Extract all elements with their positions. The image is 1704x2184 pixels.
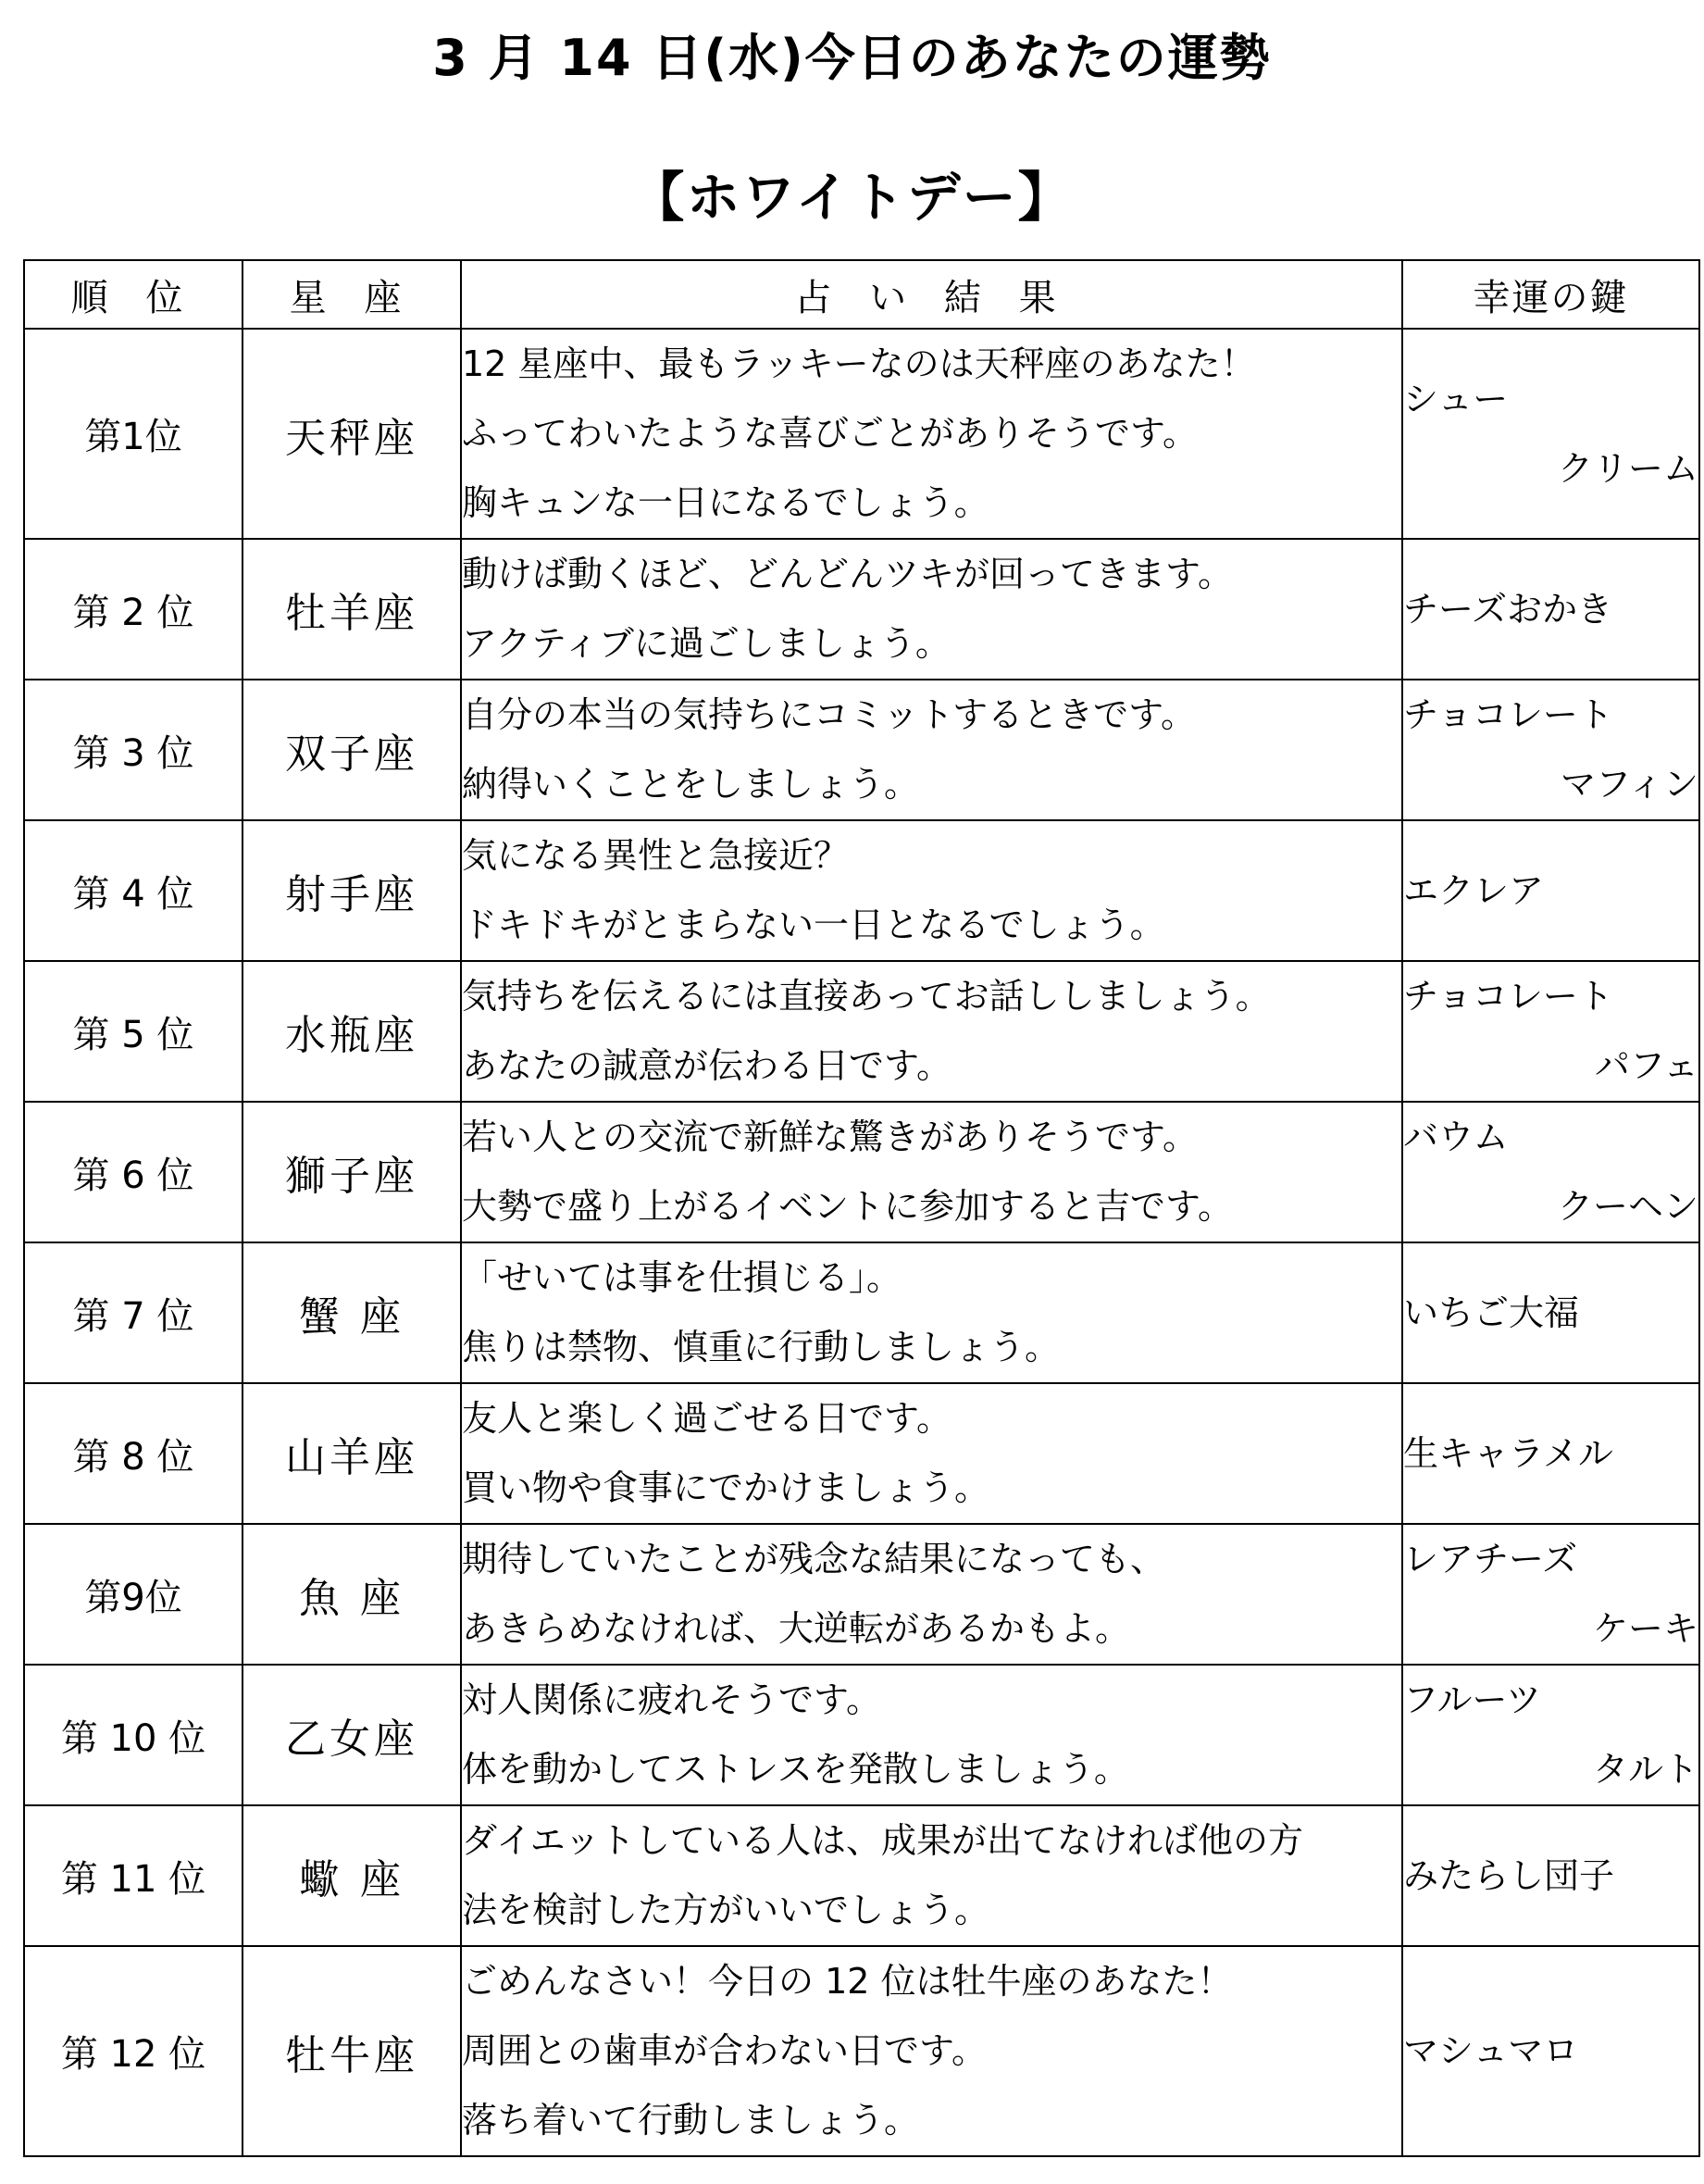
page-subtitle: 【ホワイトデー】 (630, 166, 1074, 229)
lucky-key-cell (1402, 961, 1699, 1102)
rank-cell: 第 10 位 (24, 1665, 243, 1805)
fortune-text-line: 落ち着いて行動しましょう。 (462, 2100, 920, 2140)
fortune-table (23, 259, 1700, 2157)
fortune-text-line: 自分の本当の気持ちにコミットするときです。 (462, 694, 1197, 735)
table-row (24, 1665, 1699, 1805)
lucky-key-line-1: フルーツ (1403, 1679, 1541, 1720)
zodiac-sign-cell: 乙女座 (243, 1665, 461, 1805)
table-body (24, 329, 1699, 2156)
lucky-key-cell (1402, 1383, 1699, 1524)
fortune-result-cell (461, 1946, 1402, 2156)
fortune-text-line: 納得いくことをしましょう。 (462, 764, 920, 805)
fortune-text-line: 対人関係に疲れそうです。 (462, 1679, 881, 1720)
fortune-text-line: ごめんなさい！今日の 12 位は牡牛座のあなた！ (462, 1961, 1233, 2002)
lucky-key-line-1: マシュマロ (1403, 2030, 1579, 2071)
table-row (24, 329, 1699, 539)
lucky-key-line-1: いちご大福 (1403, 1292, 1580, 1333)
fortune-text-line: 気持ちを伝えるには直接あってお話ししましょう。 (462, 976, 1271, 1017)
lucky-key-cell (1402, 539, 1699, 680)
fortune-text-line: 若い人との交流で新鮮な驚きがありそうです。 (462, 1117, 1198, 1157)
lucky-key-line-1: エクレア (1403, 869, 1545, 911)
header-result: 占 い 結 果 (461, 260, 1402, 329)
lucky-key-line-1: チョコレート (1403, 976, 1613, 1017)
header-sign: 星 座 (243, 260, 461, 329)
fortune-result-cell (461, 1383, 1402, 1524)
lucky-key-line-2: クリーム (1557, 447, 1698, 489)
rank-cell: 第9位 (24, 1524, 243, 1665)
fortune-text-line: 体を動かしてストレスを発散しましょう。 (462, 1749, 1129, 1790)
fortune-result-cell (461, 680, 1402, 820)
fortune-text-line: ドキドキがとまらない一日となるでしょう。 (462, 905, 1165, 945)
fortune-text-line: ダイエットしている人は、成果が出てなければ他の方 (462, 1820, 1303, 1861)
fortune-result-cell (461, 1242, 1402, 1383)
lucky-key-cell (1402, 1665, 1699, 1805)
fortune-text-line: ふってわいたような喜びごとがありそうです。 (462, 413, 1198, 454)
lucky-key-line-1: バウム (1403, 1117, 1509, 1157)
lucky-key-cell (1402, 329, 1699, 539)
zodiac-sign-cell: 牡牛座 (243, 1946, 461, 2156)
zodiac-sign-cell: 水瓶座 (243, 961, 461, 1102)
fortune-text-line: 焦りは禁物、慎重に行動しましょう。 (462, 1327, 1061, 1367)
zodiac-sign-cell: 天秤座 (243, 329, 461, 539)
lucky-key-line-1: チョコレート (1403, 694, 1613, 735)
fortune-text-line: 法を検討した方がいいでしょう。 (462, 1890, 990, 1930)
zodiac-sign-cell: 蠍 座 (243, 1805, 461, 1946)
page-title: 3 月 14 日(水)今日のあなたの運勢 (432, 29, 1272, 87)
lucky-key-line-1: 生キャラメル (1403, 1432, 1613, 1474)
fortune-text-line: アクティブに過ごしましょう。 (462, 623, 951, 664)
table-row (24, 1524, 1699, 1665)
fortune-result-cell (461, 1524, 1402, 1665)
zodiac-sign-cell: 双子座 (243, 680, 461, 820)
table-header-row (24, 260, 1699, 329)
lucky-key-line-1: レアチーズ (1403, 1539, 1578, 1579)
fortune-text-line: 大勢で盛り上がるイベントに参加すると吉です。 (462, 1186, 1233, 1227)
zodiac-sign-cell: 射手座 (243, 820, 461, 961)
rank-cell: 第1位 (24, 329, 243, 539)
lucky-key-line-1: シュー (1403, 378, 1509, 419)
zodiac-sign-cell: 魚 座 (243, 1524, 461, 1665)
lucky-key-line-2: マフィン (1561, 764, 1698, 805)
table-row (24, 1805, 1699, 1946)
rank-cell: 第 8 位 (24, 1383, 243, 1524)
fortune-text-line: 動けば動くほど、どんどんツキが回ってきます。 (462, 554, 1233, 594)
zodiac-sign-cell: 獅子座 (243, 1102, 461, 1242)
lucky-key-cell (1402, 680, 1699, 820)
lucky-key-line-2: クーヘン (1557, 1186, 1698, 1227)
lucky-key-cell (1402, 1102, 1699, 1242)
table-row (24, 1242, 1699, 1383)
lucky-key-cell (1402, 1524, 1699, 1665)
fortune-text-line: あきらめなければ、大逆転があるかもよ。 (462, 1608, 1131, 1649)
table-row (24, 1102, 1699, 1242)
lucky-key-line-2: パフェ (1594, 1045, 1698, 1086)
table-row (24, 680, 1699, 820)
rank-cell: 第 11 位 (24, 1805, 243, 1946)
fortune-text-line: 12 星座中、最もラッキーなのは天秤座のあなた！ (462, 343, 1256, 384)
lucky-key-line-1: チーズおかき (1403, 588, 1613, 630)
rank-cell: 第 2 位 (24, 539, 243, 680)
zodiac-sign-cell: 山羊座 (243, 1383, 461, 1524)
fortune-text-line: 「せいては事を仕損じる」。 (462, 1257, 902, 1298)
fortune-result-cell (461, 1665, 1402, 1805)
table-row (24, 1383, 1699, 1524)
fortune-result-cell (461, 329, 1402, 539)
fortune-result-cell (461, 961, 1402, 1102)
fortune-text-line: 友人と楽しく過ごせる日です。 (462, 1398, 952, 1439)
rank-cell: 第 7 位 (24, 1242, 243, 1383)
rank-cell: 第 6 位 (24, 1102, 243, 1242)
rank-cell: 第 3 位 (24, 680, 243, 820)
fortune-text-line: あなたの誠意が伝わる日です。 (462, 1045, 952, 1086)
fortune-text-line: 胸キュンな一日になるでしょう。 (462, 482, 989, 523)
fortune-text-line: 周囲との歯車が合わない日です。 (462, 2030, 987, 2071)
rank-cell: 第 12 位 (24, 1946, 243, 2156)
header-rank: 順 位 (24, 260, 243, 329)
lucky-key-line-2: タルト (1592, 1749, 1698, 1790)
fortune-text-line: 買い物や食事にでかけましょう。 (462, 1467, 990, 1508)
table-row (24, 820, 1699, 961)
fortune-result-cell (461, 1102, 1402, 1242)
lucky-key-cell (1402, 1805, 1699, 1946)
fortune-text-line: 気になる異性と急接近？ (462, 835, 850, 876)
fortune-text-line: 期待していたことが残念な結果になっても、 (462, 1539, 1166, 1579)
table-row (24, 961, 1699, 1102)
header-lucky-key: 幸運の鍵 (1402, 260, 1699, 329)
zodiac-sign-cell: 牡羊座 (243, 539, 461, 680)
rank-cell: 第 5 位 (24, 961, 243, 1102)
fortune-result-cell (461, 820, 1402, 961)
lucky-key-cell (1402, 1946, 1699, 2156)
lucky-key-line-2: ケーキ (1592, 1608, 1698, 1649)
table-row (24, 1946, 1699, 2156)
lucky-key-cell (1402, 820, 1699, 961)
zodiac-sign-cell: 蟹 座 (243, 1242, 461, 1383)
lucky-key-cell (1402, 1242, 1699, 1383)
rank-cell: 第 4 位 (24, 820, 243, 961)
lucky-key-line-1: みたらし団子 (1403, 1854, 1615, 1896)
table-row (24, 539, 1699, 680)
fortune-result-cell (461, 539, 1402, 680)
fortune-result-cell (461, 1805, 1402, 1946)
